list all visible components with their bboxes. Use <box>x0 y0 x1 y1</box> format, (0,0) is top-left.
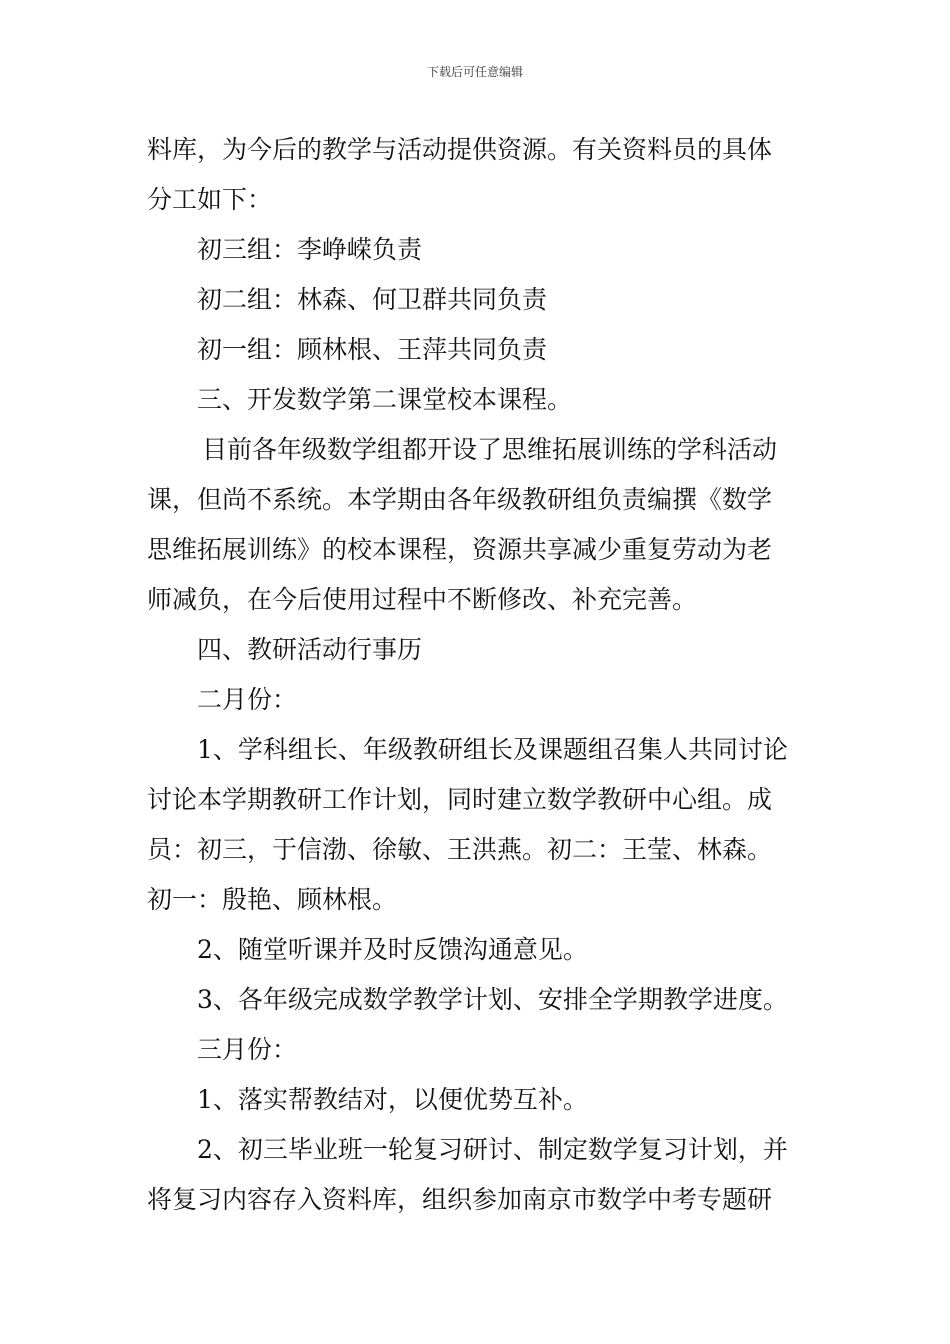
text-line: 目前各年级数学组都开设了思维拓展训练的学科活动 <box>202 435 778 464</box>
text-line: 将复习内容存入资料库，组织参加南京市数学中考专题研 <box>147 1185 773 1214</box>
text-line: 初一组：顾林根、王萍共同负责 <box>197 335 548 364</box>
text-line: 初一：殷艳、顾林根。 <box>147 885 398 914</box>
text-line: 师减负，在今后使用过程中不断修改、补充完善。 <box>147 585 698 614</box>
text-line: 讨论本学期教研工作计划，同时建立数学教研中心组。成 <box>147 785 773 814</box>
list-item: 1、落实帮教结对，以便优势互补。 <box>197 1085 588 1114</box>
text-line: 思维拓展训练》的校本课程，资源共享减少重复劳动为老 <box>147 535 773 564</box>
list-item: 2、初三毕业班一轮复习研讨、制定数学复习计划，并 <box>197 1135 788 1164</box>
month-heading: 三月份： <box>197 1035 298 1064</box>
list-item: 1、学科组长、年级教研组长及课题组召集人共同讨论 <box>197 735 788 764</box>
list-item: 2、随堂听课并及时反馈沟通意见。 <box>197 935 588 964</box>
month-heading: 二月份： <box>197 685 298 714</box>
section-heading: 三、开发数学第二课堂校本课程。 <box>197 385 573 414</box>
page-header: 下载后可任意编辑 <box>426 65 523 79</box>
section-heading: 四、教研活动行事历 <box>197 635 423 664</box>
text-line: 分工如下： <box>147 185 273 214</box>
list-item: 3、各年级完成数学教学计划、安排全学期教学进度。 <box>197 985 788 1014</box>
text-line: 员：初三，于信渤、徐敏、王洪燕。初二：王莹、林森。 <box>147 835 773 864</box>
text-line: 课，但尚不系统。本学期由各年级教研组负责编撰《数学 <box>147 485 773 514</box>
text-line: 初二组：林森、何卫群共同负责 <box>197 285 548 314</box>
text-line: 料库，为今后的教学与活动提供资源。有关资料员的具体 <box>147 135 773 164</box>
text-line: 初三组：李峥嵘负责 <box>197 235 423 264</box>
document-body <box>147 125 807 1225</box>
